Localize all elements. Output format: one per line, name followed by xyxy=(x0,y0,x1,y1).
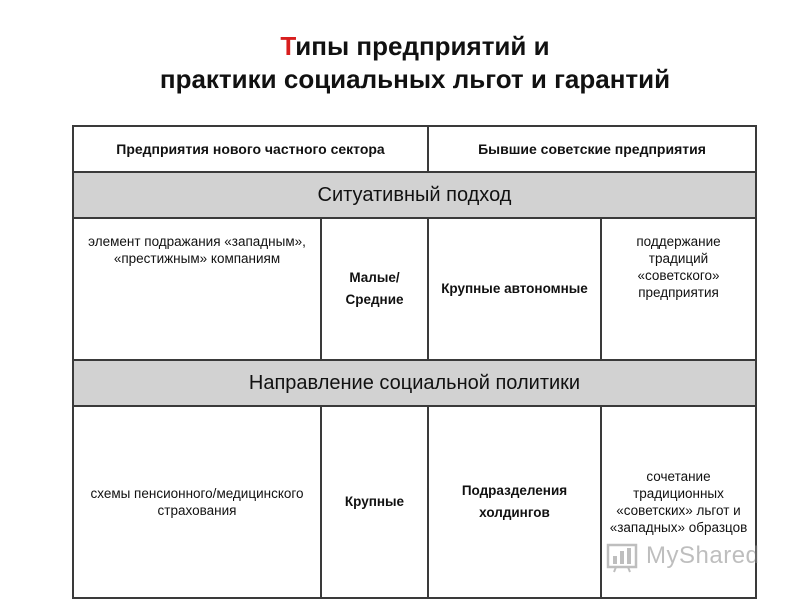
cell-soviet-traditions: поддержание традиций «советского» предприятия xyxy=(601,218,756,360)
slide-title xyxy=(0,30,800,96)
section-situational-approach: Ситуативный подход xyxy=(73,172,756,218)
section-row-social-policy xyxy=(73,360,756,406)
cell-large-autonomous: Крупные автономные xyxy=(428,218,601,360)
section-social-policy: Направление социальной политики xyxy=(73,360,756,406)
cell-large: Крупные xyxy=(321,406,428,598)
title-line-1 xyxy=(0,30,800,63)
cell-imitation: элемент подражания «западным», «престижным» компаниям xyxy=(73,218,321,360)
table-row xyxy=(73,218,756,360)
watermark-text: MyShared xyxy=(646,542,760,569)
section-row-situational xyxy=(73,172,756,218)
cell-insurance-schemes: схемы пенсионного/медицинского страхования xyxy=(73,406,321,598)
bar-chart-icon xyxy=(606,539,640,573)
watermark-logo xyxy=(606,536,766,576)
cell-small-medium: Малые/ Средние xyxy=(321,218,428,360)
table-header-row xyxy=(73,126,756,172)
cell-holding-divisions: Подразделения холдингов xyxy=(428,406,601,598)
title-line-1-rest: ипы предприятий и xyxy=(295,31,550,61)
header-new-private-sector: Предприятия нового частного сектора xyxy=(73,126,428,172)
title-line-2: практики социальных льгот и гарантий xyxy=(159,64,671,94)
cell-combination: сочетание традиционных «советских» льгот и «западных» образцов xyxy=(601,406,756,598)
header-former-soviet: Бывшие советские предприятия xyxy=(428,126,756,172)
title-first-letter: Т xyxy=(280,31,296,61)
enterprise-types-table xyxy=(72,125,760,599)
